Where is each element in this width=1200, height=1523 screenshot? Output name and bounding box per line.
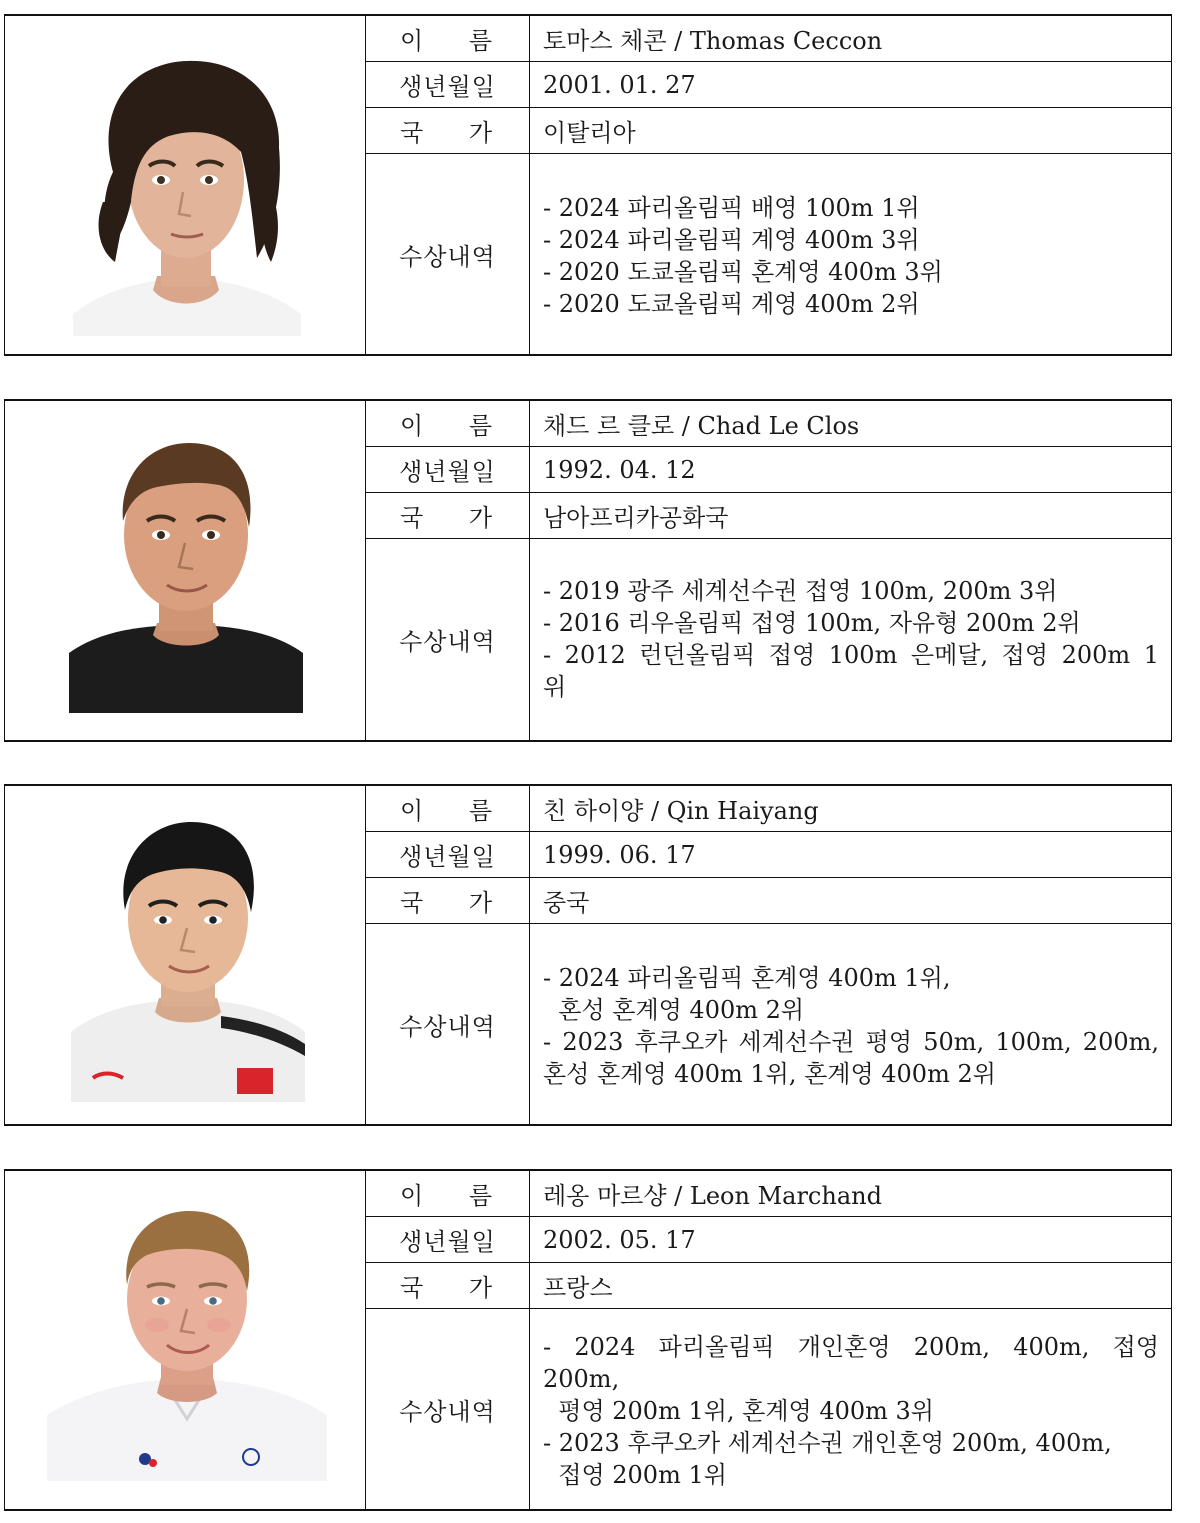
label-birth-row — [366, 832, 529, 878]
awards-row — [530, 924, 1171, 1124]
label-awards: 수상내역 — [399, 242, 496, 271]
country-row — [530, 493, 1171, 539]
awards-list — [543, 575, 1159, 703]
athlete-card-1 — [4, 14, 1172, 356]
label-awards: 수상내역 — [399, 1012, 496, 1041]
athlete-photo-cell — [5, 16, 366, 354]
athlete-country: 중국 — [543, 889, 590, 917]
label-awards: 수상내역 — [399, 628, 496, 656]
athlete-photo-cell — [5, 1171, 366, 1509]
label-country: 국 가 — [400, 119, 493, 147]
label-awards-row — [366, 539, 529, 740]
country-row — [530, 1263, 1171, 1309]
label-country-row — [366, 493, 529, 539]
awards-list — [543, 192, 1159, 320]
awards-row — [530, 1309, 1171, 1509]
label-birth: 생년월일 — [399, 1228, 496, 1256]
label-name-row — [366, 1171, 529, 1217]
label-name: 이 름 — [400, 412, 493, 440]
label-awards: 수상내역 — [399, 1397, 496, 1426]
awards-list — [543, 1331, 1159, 1491]
athlete-portrait-le-clos — [69, 435, 303, 713]
award-line: - 2020 도쿄올림픽 혼계영 400m 3위 — [543, 258, 943, 286]
label-name: 이 름 — [400, 797, 493, 825]
athlete-birth: 1999. 06. 17 — [543, 840, 696, 869]
label-country: 국 가 — [400, 504, 493, 532]
athlete-name: 레옹 마르샹 / Leon Marchand — [543, 1182, 882, 1210]
label-name-row — [366, 786, 529, 832]
athlete-country: 남아프리카공화국 — [543, 504, 729, 532]
name-row — [530, 401, 1171, 447]
award-line: - 2024 파리올림픽 계영 400m 3위 — [543, 226, 920, 254]
award-line: 접영 200m 1위 — [543, 1461, 727, 1489]
award-line: - 2024 파리올림픽 개인혼영 200m, 400m, 접영 — [543, 1333, 1159, 1361]
birth-row — [530, 447, 1171, 493]
country-row — [530, 108, 1171, 154]
label-country: 국 가 — [400, 1274, 493, 1302]
name-row — [530, 786, 1171, 832]
label-column — [366, 401, 530, 740]
award-line: - 2020 도쿄올림픽 계영 400m 2위 — [543, 290, 920, 318]
value-column — [530, 401, 1171, 740]
label-name: 이 름 — [400, 27, 493, 55]
label-birth-row — [366, 447, 529, 493]
label-column — [366, 1171, 530, 1509]
label-birth-row — [366, 1217, 529, 1263]
athlete-portrait-ceccon — [73, 52, 301, 336]
athlete-birth: 2002. 05. 17 — [543, 1225, 696, 1254]
label-column — [366, 786, 530, 1124]
award-line: - 2019 광주 세계선수권 접영 100m, 200m 3위 — [543, 577, 1058, 605]
awards-list — [543, 962, 1159, 1090]
label-birth: 생년월일 — [399, 73, 496, 101]
label-birth: 생년월일 — [399, 458, 496, 486]
label-name: 이 름 — [400, 1182, 493, 1210]
birth-row — [530, 62, 1171, 108]
label-birth-row — [366, 62, 529, 108]
athlete-birth: 1992. 04. 12 — [543, 455, 696, 484]
award-line: - 2024 파리올림픽 배영 100m 1위 — [543, 194, 920, 222]
award-line: 200m, — [543, 1365, 620, 1393]
award-line: - 2023 후쿠오카 세계선수권 개인혼영 200m, 400m, — [543, 1429, 1112, 1457]
athlete-card-3 — [4, 784, 1172, 1126]
athlete-portrait-qin — [71, 816, 305, 1102]
athlete-portrait-marchand — [47, 1205, 327, 1481]
athlete-name: 친 하이양 / Qin Haiyang — [543, 797, 819, 825]
award-line: 혼성 혼계영 400m 1위, 혼계영 400m 2위 — [543, 1060, 996, 1088]
label-country-row — [366, 1263, 529, 1309]
awards-row — [530, 539, 1171, 740]
label-name-row — [366, 16, 529, 62]
label-awards-row — [366, 924, 529, 1124]
athlete-birth: 2001. 01. 27 — [543, 70, 696, 99]
athlete-name: 토마스 체콘 / Thomas Ceccon — [543, 27, 883, 55]
award-line: - 2016 리우올림픽 접영 100m, 자유형 200m 2위 — [543, 609, 1081, 637]
country-row — [530, 878, 1171, 924]
label-column — [366, 16, 530, 354]
birth-row — [530, 832, 1171, 878]
value-column — [530, 16, 1171, 354]
athlete-card-4 — [4, 1169, 1172, 1511]
athlete-country: 이탈리아 — [543, 119, 636, 147]
award-line: - 2012 런던올림픽 접영 100m 은메달, 접영 200m 1 — [543, 641, 1159, 669]
label-birth: 생년월일 — [399, 843, 496, 871]
name-row — [530, 1171, 1171, 1217]
award-line: 혼성 혼계영 400m 2위 — [543, 996, 805, 1024]
value-column — [530, 786, 1171, 1124]
athlete-card-2 — [4, 399, 1172, 742]
award-line: - 2023 후쿠오카 세계선수권 평영 50m, 100m, 200m, — [543, 1028, 1159, 1056]
label-country-row — [366, 108, 529, 154]
label-country: 국 가 — [400, 889, 493, 917]
label-awards-row — [366, 1309, 529, 1509]
award-line: 평영 200m 1위, 혼계영 400m 3위 — [543, 1397, 934, 1425]
value-column — [530, 1171, 1171, 1509]
label-country-row — [366, 878, 529, 924]
award-line: - 2024 파리올림픽 혼계영 400m 1위, — [543, 964, 951, 992]
awards-row — [530, 154, 1171, 354]
label-awards-row — [366, 154, 529, 354]
name-row — [530, 16, 1171, 62]
athlete-country: 프랑스 — [543, 1274, 613, 1302]
athlete-photo-cell — [5, 786, 366, 1124]
label-name-row — [366, 401, 529, 447]
athlete-photo-cell — [5, 401, 366, 740]
athlete-name: 채드 르 클로 / Chad Le Clos — [543, 412, 860, 440]
award-line: 위 — [543, 673, 567, 701]
birth-row — [530, 1217, 1171, 1263]
